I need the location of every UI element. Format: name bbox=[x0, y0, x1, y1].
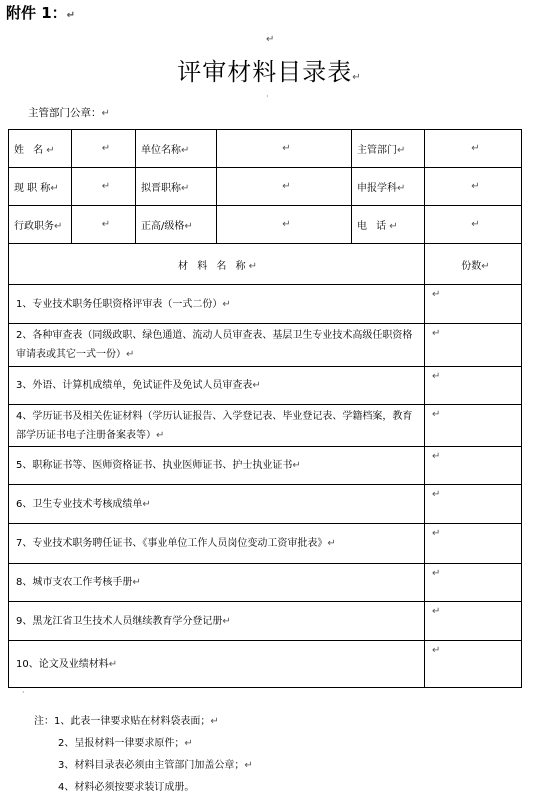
material-item: 4、学历证书及相关佐证材料（学历认证报告、入学登记表、毕业登记表、学籍档案，教育部学历证书电子注册备案表等）↵ bbox=[9, 405, 425, 447]
material-count[interactable]: ↵ bbox=[425, 324, 522, 367]
material-item: 2、各种审查表（同级政职、绿色通道、流动人员审查表、基层卫生专业技术高级任职资格审请表或其它一式一份）↵ bbox=[9, 324, 425, 367]
current-title-label: 现 职 称↵ bbox=[9, 168, 72, 206]
material-count[interactable]: ↵ bbox=[425, 285, 522, 324]
supervising-dept-value[interactable]: ↵ bbox=[425, 130, 522, 168]
material-item: 5、职称证书等、医师资格证书、执业医师证书、护士执业证书↵ bbox=[9, 447, 425, 485]
rank-level-label: 正高/级格↵ bbox=[136, 206, 217, 244]
material-item: 3、外语、计算机成绩单，免试证件及免试人员审查表↵ bbox=[9, 367, 425, 405]
name-label: 姓 名↵ bbox=[9, 130, 72, 168]
material-count[interactable]: ↵ bbox=[425, 405, 522, 447]
note-line: 3、材料目录表必须由主管部门加盖公章；↵ bbox=[58, 760, 253, 771]
table-row bbox=[9, 324, 522, 367]
paragraph-mark: ↵ bbox=[101, 108, 110, 119]
table-row bbox=[9, 206, 522, 244]
subject-label: 申报学科↵ bbox=[352, 168, 425, 206]
phone-label: 电 话↵ bbox=[352, 206, 425, 244]
material-count[interactable]: ↵ bbox=[425, 485, 522, 524]
materials-table bbox=[8, 129, 522, 688]
material-count[interactable]: ↵ bbox=[425, 564, 522, 602]
table-row bbox=[9, 602, 522, 641]
material-count[interactable]: ↵ bbox=[425, 602, 522, 641]
table-row bbox=[9, 405, 522, 447]
unit-name-label: 单位名称↵ bbox=[136, 130, 217, 168]
table-row bbox=[9, 130, 522, 168]
table-row bbox=[9, 524, 522, 564]
material-count[interactable]: ↵ bbox=[425, 367, 522, 405]
paragraph-mark: ↵ bbox=[266, 34, 275, 45]
page-title: 评审材料目录表↵ bbox=[177, 58, 362, 86]
unit-name-value[interactable]: ↵ bbox=[217, 130, 352, 168]
table-row bbox=[9, 367, 522, 405]
note-line: 4、材料必须按要求装订成册。 bbox=[58, 782, 195, 793]
table-row bbox=[9, 447, 522, 485]
material-item: 10、论文及业绩材料↵ bbox=[9, 641, 425, 688]
rank-level-value[interactable]: ↵ bbox=[217, 206, 352, 244]
dot-mark: · bbox=[22, 688, 25, 697]
admin-post-label: 行政职务↵ bbox=[9, 206, 72, 244]
material-count[interactable]: ↵ bbox=[425, 447, 522, 485]
material-item: 7、专业技术职务聘任证书、《事业单位工作人员岗位变动工资审批表》↵ bbox=[9, 524, 425, 564]
material-item: 6、卫生专业技术考核成绩单↵ bbox=[9, 485, 425, 524]
table-row bbox=[9, 564, 522, 602]
admin-post-value[interactable]: ↵ bbox=[72, 206, 136, 244]
table-row bbox=[9, 485, 522, 524]
proposed-title-label: 拟晋职称↵ bbox=[136, 168, 217, 206]
phone-value[interactable]: ↵ bbox=[425, 206, 522, 244]
proposed-title-value[interactable]: ↵ bbox=[217, 168, 352, 206]
material-count[interactable]: ↵ bbox=[425, 524, 522, 564]
table-header-row bbox=[9, 244, 522, 285]
count-header: 份数↵ bbox=[425, 244, 522, 285]
material-item: 1、专业技术职务任职资格评审表（一式二份）↵ bbox=[9, 285, 425, 324]
note-line: 注：1、此表一律要求贴在材料袋表面；↵ bbox=[34, 716, 219, 727]
paragraph-mark: ↵ bbox=[352, 72, 362, 83]
paragraph-mark: ↵ bbox=[66, 10, 76, 21]
supervising-dept-label: 主管部门↵ bbox=[352, 130, 425, 168]
current-title-value[interactable]: ↵ bbox=[72, 168, 136, 206]
material-count[interactable]: ↵ bbox=[425, 641, 522, 688]
dot-mark: · bbox=[266, 92, 269, 101]
name-value[interactable]: ↵ bbox=[72, 130, 136, 168]
table-row bbox=[9, 641, 522, 688]
attachment-label: 附件 1：↵ bbox=[6, 4, 76, 22]
notes-section bbox=[34, 711, 253, 799]
materials-header: 材 料 名 称↵ bbox=[9, 244, 425, 285]
subject-value[interactable]: ↵ bbox=[425, 168, 522, 206]
table-row bbox=[9, 285, 522, 324]
department-seal-label: 主管部门公章：↵ bbox=[28, 107, 110, 119]
material-item: 9、黑龙江省卫生技术人员继续教育学分登记册↵ bbox=[9, 602, 425, 641]
note-line: 2、呈报材料一律要求原件；↵ bbox=[58, 738, 193, 749]
table-row bbox=[9, 168, 522, 206]
material-item: 8、城市支农工作考核手册↵ bbox=[9, 564, 425, 602]
